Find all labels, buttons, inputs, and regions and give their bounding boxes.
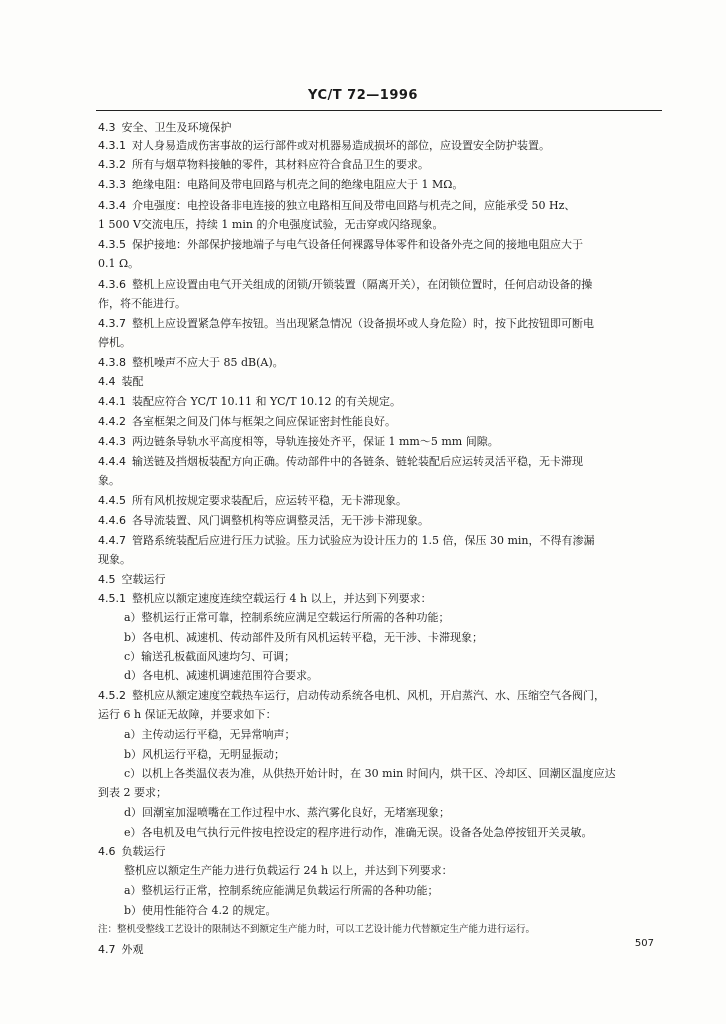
clause-line: 4.4.5 所有风机按规定要求装配后，应运转平稳，无卡滞现象。 — [98, 494, 407, 507]
clause-line: 4.3.2 所有与烟草物料接触的零件，其材料应符合食品卫生的要求。 — [98, 158, 429, 171]
clause-line: 4.4.1 装配应符合 YC/T 10.11 和 YC/T 10.12 的有关规定。 — [98, 395, 402, 408]
clause-line: 4.3.3 绝缘电阻：电路间及带电回路与机壳之间的绝缘电阻应大于 1 MΩ。 — [98, 178, 464, 191]
clause-line: 4.4.6 各导流装置、风门调整机构等应调整灵活，无干涉卡滞现象。 — [98, 514, 429, 527]
page-header: YC/T 72—1996 — [308, 88, 418, 103]
clause-line: 4.4.7 管路系统装配后应进行压力试验。压力试验应为设计压力的 1.5 倍，保压 30 min，不得有渗漏 — [98, 534, 595, 547]
list-item: a）整机运行正常可靠，控制系统应满足空载运行所需的各种功能； — [124, 611, 450, 624]
list-item: b）各电机、减速机、传动部件及所有风机运转平稳，无干涉、卡滞现象； — [124, 631, 484, 644]
list-item: b）使用性能符合 4.2 的规定。 — [124, 904, 277, 917]
clause-continuation: 作，将不能进行。 — [98, 297, 186, 310]
clause-line: 4.3.7 整机上应设置紧急停车按钮。当出现紧急情况（设备损坏或人身危险）时，按下此按钮即可断电 — [98, 317, 594, 330]
clause-continuation: 0.1 Ω。 — [98, 257, 140, 270]
clause-continuation: 1 500 V交流电压，持续 1 min 的介电强度试验，无击穿或闪络现象。 — [98, 218, 444, 231]
list-item: c）以机上各类温仪表为准，从供热开始计时，在 30 min 时间内，烘干区、冷却区、回潮区温度应达 — [124, 767, 616, 780]
list-item: d）回潮室加湿喷嘴在工作过程中水、蒸汽雾化良好，无堵塞现象； — [124, 806, 451, 819]
clause-line: 4.3.6 整机上应设置由电气开关组成的闭锁/开锁装置（隔离开关），在闭锁位置时，任何启动设备的操 — [98, 278, 593, 291]
clause-continuation: 到表 2 要求； — [98, 786, 167, 799]
clause-line: 4.5.2 整机应从额定速度空载热车运行，启动传动系统各电机、风机，开启蒸汽、水、压缩空气各阀门， — [98, 689, 605, 702]
list-item: b）风机运行平稳，无明显振动； — [124, 748, 286, 761]
section-heading: 4.7 外观 — [98, 943, 144, 956]
list-item: a）主传动运行平稳，无异常响声； — [124, 728, 296, 741]
clause-line: 4.5.1 整机应以额定速度连续空载运行 4 h 以上，并达到下列要求： — [98, 592, 432, 605]
section-heading: 4.6 负载运行 — [98, 845, 166, 858]
list-item: e）各电机及电气执行元件按电控设定的程序进行动作，准确无误。设备各处急停按钮开关灵敏。 — [124, 826, 593, 839]
clause-line: 4.3.4 介电强度：电控设备非电连接的独立电路相互间及带电回路与机壳之间，应能承受 50 Hz、 — [98, 199, 576, 212]
list-item: d）各电机、减速机调速范围符合要求。 — [124, 669, 319, 682]
clause-line: 4.4.2 各室框架之间及门体与框架之间应保证密封性能良好。 — [98, 415, 396, 428]
clause-continuation: 运行 6 h 保证无故障，并要求如下： — [98, 708, 277, 721]
header-rule — [96, 110, 662, 111]
clause-line: 4.3.1 对人身易造成伤害事故的运行部件或对机器易造成损坏的部位，应设置安全防护装置。 — [98, 139, 550, 152]
section-heading: 4.4 装配 — [98, 375, 144, 388]
clause-line: 4.4.4 输送链及挡烟板装配方向正确。传动部件中的各链条、链轮装配后应运转灵活平稳，无卡滞现 — [98, 455, 583, 468]
clause-continuation: 象。 — [98, 474, 120, 487]
clause-line: 4.4.3 两边链条导轨水平高度相等，导轨连接处齐平，保证 1 mm～5 mm 间隙。 — [98, 435, 499, 448]
list-item: a）整机运行正常，控制系统应能满足负载运行所需的各种功能； — [124, 884, 439, 897]
clause-line: 整机应以额定生产能力进行负载运行 24 h 以上，并达到下列要求： — [124, 864, 453, 877]
section-heading: 4.5 空载运行 — [98, 573, 166, 586]
list-item: c）输送孔板截面风速均匀、可调； — [124, 650, 296, 663]
clause-line: 4.3.5 保护接地：外部保护接地端子与电气设备任何裸露导体零件和设备外壳之间的接地电阻应大于 — [98, 238, 583, 251]
section-heading: 4.3 安全、卫生及环境保护 — [98, 121, 232, 134]
clause-continuation: 现象。 — [98, 553, 131, 566]
clause-line: 4.3.8 整机噪声不应大于 85 dB(A)。 — [98, 356, 284, 369]
note-line: 注：整机受整线工艺设计的限制达不到额定生产能力时，可以工艺设计能力代替额定生产能力进行运行。 — [98, 924, 536, 935]
clause-continuation: 停机。 — [98, 336, 131, 349]
page-number: 507 — [634, 938, 654, 949]
